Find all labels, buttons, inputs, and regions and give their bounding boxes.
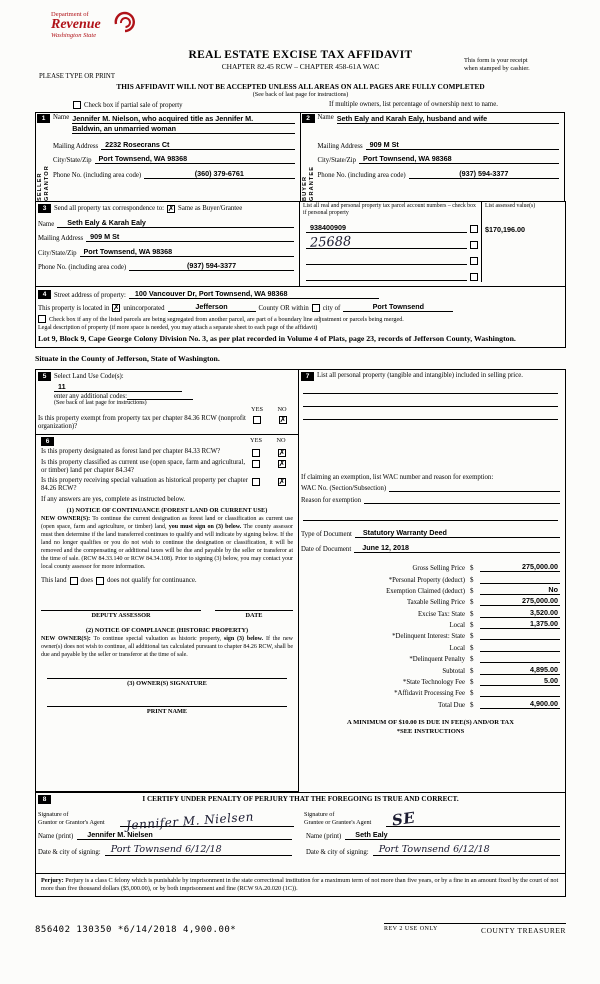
seller-box (35, 112, 301, 202)
parcel-row-3 (300, 250, 565, 266)
forest-no-checkbox[interactable]: ✗ (278, 447, 286, 457)
section-8-badge: 8 (38, 795, 51, 804)
buyer-name-label: Name (317, 114, 334, 121)
notice1-owner-label: NEW OWNER(S): (41, 516, 91, 523)
send-correspondence-label: Send all property tax correspondence to: (54, 205, 165, 212)
nonprofit-exempt-question: Is this property exempt from property tax per chapter 84.36 RCW (nonprofit organization)? (38, 414, 246, 430)
wac-value[interactable] (389, 491, 560, 492)
buyer-grantee-side-label: BUYER GRANTEE (301, 165, 315, 201)
delinquent-interest-local-value[interactable] (480, 651, 560, 652)
exemption-claimed-row (301, 584, 560, 595)
sec6-yes-header: YES (250, 436, 262, 444)
grantee-print-name-field (306, 830, 560, 840)
deputy-assessor-label: DEPUTY ASSESSOR (91, 611, 151, 619)
delinquent-interest-local-row (301, 640, 560, 651)
notice2-sign-below: sign (3) below. (223, 635, 264, 642)
county-or-within-label: County OR within (258, 305, 309, 312)
logo-state-text: Washington State (51, 32, 97, 39)
nonprofit-no-checkbox[interactable]: ✗ (279, 414, 287, 424)
notice-compliance-title: (2) NOTICE OF COMPLIANCE (HISTORIC PROPERTY) (85, 626, 249, 634)
taxable-selling-price-row (301, 595, 560, 606)
corr-phone-label: Phone No. (including area code) (38, 264, 127, 271)
designation-box (35, 434, 299, 792)
tax-correspondence-box (35, 201, 566, 287)
additional-codes-value[interactable] (127, 393, 193, 400)
dollar-sign: $ (470, 586, 474, 595)
grantor-sig-label-1: Signature of (38, 811, 69, 819)
owners-signature-label: (3) OWNER(S) SIGNATURE (127, 680, 207, 688)
located-in-label: This property is located in (38, 305, 110, 312)
buyer-phone-value[interactable]: (937) 594-3377 (409, 169, 559, 179)
perjury-text: Perjury is a class C felony which is punishable by imprisonment in the state correctional institution for a maximum term of not more than five years, or by a fine in an amount fixed by the court of not more than five thousand dollars ($5,000.00), or by both imprisonment and fine (RCW 9A.20.020 (1C)). (41, 876, 559, 892)
dollar-sign: $ (470, 666, 474, 675)
grantor-sig-label-2: Grantor or Grantor's Agent (38, 818, 105, 826)
delinquent-interest-state-value[interactable] (480, 639, 560, 640)
grantor-date-city-value[interactable]: Port Townsend 6/12/18 (105, 844, 292, 856)
land-use-code-value[interactable]: 11 (54, 382, 182, 392)
sec6-no-header: NO (276, 436, 286, 444)
notice1-must-sign: you must sign on (3) below. (168, 524, 242, 531)
grantor-date-city-field (38, 844, 292, 856)
personal-property-deduct-label: *Personal Property (deduct) (388, 576, 465, 584)
buyer-csz-label: City/State/Zip (317, 157, 357, 164)
buyer-mailing-value[interactable]: 909 M St (366, 140, 559, 150)
parcel-4-number[interactable] (306, 272, 467, 281)
land-use-box (35, 369, 299, 435)
see-instructions-note: *SEE INSTRUCTIONS (396, 727, 465, 735)
unincorporated-checkbox[interactable]: ✗ (113, 303, 120, 312)
buyer-csz-value[interactable]: Port Townsend, WA 98368 (359, 154, 559, 164)
notice1-text-b: The county assessor must then determine if the land transferred continues to qualify and will indicate by signing below. If the land no longer qualifies or you do not wish to continue the designation or classification, it will be removed and the compensating or additional taxes will be due and payable by the seller or transferor at the time of sale. (RCW 84.33.140 or RCW 84.34.108). Prior to signing (3) below, you may contact your local county assessor for more information. (41, 524, 293, 570)
city-checkbox[interactable] (312, 304, 320, 312)
personal-property-deduct-value[interactable] (480, 583, 560, 584)
notice-continuance-text (41, 516, 293, 571)
if-yes-note: If any answers are yes, complete as instructed below. (41, 496, 186, 504)
forest-land-question: Is this property designated as forest land per chapter 84.33 RCW? (41, 447, 221, 455)
delinquent-interest-state-label: *Delinquent Interest: State (392, 633, 465, 641)
dor-logo (51, 11, 171, 39)
grantee-name-print-label: Name (print) (306, 832, 342, 840)
seller-name-label: Name (53, 114, 70, 121)
notice2-text-a: To continue special valuation as historic property, (93, 635, 221, 642)
grantor-name-print-label: Name (print) (38, 832, 74, 840)
minimum-due-note: A MINIMUM OF $10.00 IS DUE IN FEE(S) AND/OR TAX (347, 718, 514, 726)
dollar-sign: $ (470, 575, 474, 584)
receipt-note-line2: when stamped by cashier. (464, 65, 530, 72)
parcel-2-personal-checkbox[interactable] (470, 241, 478, 249)
dollar-sign: $ (470, 643, 474, 652)
seller-grantor-side-label: SELLER GRANTOR (37, 165, 50, 201)
excise-local-row (301, 618, 560, 629)
subtotal-label: Subtotal (442, 667, 465, 675)
certification-statement: I CERTIFY UNDER PENALTY OF PERJURY THAT THE FOREGOING IS TRUE AND CORRECT. (142, 795, 459, 804)
gross-selling-price-value[interactable]: 275,000.00 (480, 562, 560, 572)
personal-property-line-2[interactable] (303, 394, 558, 407)
date-of-document-label: Date of Document (301, 545, 352, 553)
legal-description-value: Lot 9, Block 9, Cape George Colony Division No. 3, as per plat recorded in Volume 4 of Plats, page 23, records of Jefferson County, Washington. (38, 334, 516, 343)
forest-yes-checkbox[interactable] (252, 449, 260, 457)
delinquent-penalty-value[interactable] (480, 662, 560, 663)
assessed-value-header: List assessed value(s) (481, 202, 565, 218)
grantor-date-city-label: Date & city of signing: (38, 848, 101, 856)
see-back-note: (See back of last page for instructions) (252, 91, 349, 98)
exemption-prompt: If claiming an exemption, list WAC number and reason for exemption: (301, 473, 494, 481)
corr-name-label: Name (38, 220, 55, 228)
personal-property-line-3[interactable] (303, 407, 558, 420)
personal-property-line-1[interactable] (303, 381, 558, 394)
seller-csz-label: City/State/Zip (53, 157, 92, 164)
grantor-name-print-value[interactable]: Jennifer M. Nielsen (77, 830, 292, 840)
buyer-name-line1[interactable]: Seth Ealy and Karah Ealy, husband and wife (337, 114, 559, 124)
does-checkbox[interactable] (70, 577, 78, 585)
form-chapter: CHAPTER 82.45 RCW – CHAPTER 458-61A WAC (221, 62, 380, 71)
buyer-mailing-label: Mailing Address (317, 142, 363, 150)
buyer-box (300, 112, 566, 202)
dollar-sign: $ (470, 609, 474, 618)
grantee-signature-field (304, 807, 560, 830)
parcel-2-number[interactable]: 25688 (306, 238, 467, 249)
excise-state-value[interactable]: 3,520.00 (480, 608, 560, 618)
total-due-value[interactable]: 4,900.00 (480, 699, 560, 709)
delinquent-penalty-label: *Delinquent Penalty (409, 656, 465, 664)
historic-yes-checkbox[interactable] (252, 478, 260, 486)
parcel-row-2 (300, 234, 565, 250)
section-2-badge: 2 (302, 114, 315, 123)
logo-revenue-text: Revenue (51, 17, 101, 32)
current-use-question: Is this property classified as current use (open space, farm and agricultural, or timber) land per chapter 84.34? (41, 458, 246, 474)
parcel-1-number[interactable]: 938400909 (306, 223, 467, 233)
affidavit-processing-fee-value[interactable] (480, 696, 560, 697)
street-address-value[interactable]: 100 Vancouver Dr, Port Townsend, WA 98368 (129, 289, 379, 299)
seller-csz-value[interactable]: Port Townsend, WA 98368 (95, 154, 295, 164)
multiple-owners-note: If multiple owners, list percentage of ownership next to name. (329, 101, 498, 108)
deputy-date-field (215, 601, 293, 619)
acceptance-warning: THIS AFFIDAVIT WILL NOT BE ACCEPTED UNLESS ALL AREAS ON ALL PAGES ARE FULLY COMPLETED (116, 82, 485, 91)
does-label: does (80, 577, 93, 585)
perjury-label: Perjury: (41, 876, 64, 884)
certification-box (35, 792, 566, 874)
delinquent-penalty-row (301, 652, 560, 663)
total-due-row (301, 697, 560, 708)
treasurer-area (384, 923, 566, 935)
top-row (35, 101, 566, 112)
reason-label: Reason for exemption (301, 496, 362, 504)
seller-mailing-value[interactable]: 2232 Rosecrans Ct (101, 140, 294, 150)
type-of-document-value[interactable]: Statutory Warranty Deed (355, 528, 560, 538)
subtotal-row (301, 663, 560, 674)
dor-swoosh-icon (113, 9, 137, 33)
section-7-badge: 7 (301, 372, 314, 381)
receipt-note-line1: This form is your receipt (464, 57, 528, 64)
parcel-3-personal-checkbox[interactable] (470, 257, 478, 265)
form-header (35, 5, 566, 101)
grantee-sig-label-1: Signature of (304, 811, 335, 819)
unincorporated-label: unincorporated (123, 305, 165, 312)
dollar-sign: $ (470, 621, 474, 630)
gross-selling-price-row (301, 561, 560, 572)
city-of-label: city of (322, 305, 341, 312)
does-not-checkbox[interactable] (96, 577, 104, 585)
dollar-sign: $ (470, 689, 474, 698)
middle-columns (35, 369, 566, 793)
notice2-owner-label: NEW OWNER(S): (41, 635, 91, 642)
situate-line: Situate in the County of Jefferson, State of Washington. (35, 353, 220, 363)
section-1-badge: 1 (37, 114, 50, 123)
print-name-label: PRINT NAME (146, 708, 188, 716)
type-of-document-label: Type of Document (301, 530, 352, 538)
section-5-badge: 5 (38, 372, 51, 381)
deputy-assessor-signature-line[interactable] (41, 601, 201, 611)
excise-state-label: Excise Tax: State (418, 610, 465, 618)
exemption-claimed-value[interactable]: No (480, 585, 560, 595)
use-only-label: REV 2 USE ONLY (384, 925, 438, 932)
seller-phone-value[interactable]: (360) 379-6761 (144, 169, 294, 179)
seller-phone-label: Phone No. (including area code) (53, 171, 142, 179)
partial-sale-checkbox[interactable] (73, 101, 81, 109)
county-treasurer-label: COUNTY TREASURER (481, 925, 566, 935)
dollar-sign: $ (470, 564, 474, 573)
personal-property-prompt: List all personal property (tangible and intangible) included in selling price. (317, 371, 523, 379)
gross-selling-price-label: Gross Selling Price (412, 565, 465, 573)
state-technology-fee-row (301, 675, 560, 686)
excise-local-label: Local (449, 622, 465, 630)
dollar-sign: $ (470, 655, 474, 664)
notice2-text-b: If the new owner(s) does not wish to continue, all additional tax calculated pursuant to chapter 84.26 RCW, shall be due and payable by the seller or transferor at the time of sale. (41, 635, 293, 658)
wac-label: WAC No. (Section/Subsection) (301, 485, 387, 493)
buyer-phone-label: Phone No. (including area code) (317, 171, 406, 179)
corr-csz-value[interactable]: Port Townsend, WA 98368 (80, 247, 294, 257)
parcel-numbers-header: List all real and personal property tax parcel account numbers – check box if personal property (303, 203, 476, 216)
grantee-date-city-field (306, 844, 560, 856)
reason-extra-line[interactable] (303, 508, 558, 521)
taxable-selling-price-value[interactable]: 275,000.00 (480, 596, 560, 606)
dollar-sign: $ (470, 678, 474, 687)
logo-dept-text: Department of (51, 11, 89, 18)
subtotal-value[interactable]: 4,895.00 (480, 665, 560, 675)
current-use-yes-checkbox[interactable] (252, 460, 260, 468)
grantee-date-city-value[interactable]: Port Townsend 6/12/18 (373, 844, 560, 856)
dollar-sign: $ (470, 632, 474, 641)
corr-mailing-label: Mailing Address (38, 235, 84, 242)
same-as-buyer-checkbox[interactable]: ✗ (167, 203, 175, 213)
buyer-name-line2 (337, 124, 559, 134)
notice1-text-a: To continue the current designation as forest land or classification as current use (open space, farm and agriculture, or timber) land, (41, 516, 293, 531)
excise-local-value[interactable]: 1,375.00 (480, 619, 560, 629)
state-technology-fee-label: *State Technology Fee (402, 679, 465, 687)
deputy-date-line[interactable] (215, 601, 293, 611)
dollar-sign: $ (470, 598, 474, 607)
selling-price-box (298, 369, 566, 793)
delinquent-interest-state-row (301, 629, 560, 640)
money-table (301, 561, 560, 709)
current-use-no-checkbox[interactable]: ✗ (278, 458, 286, 468)
state-technology-fee-value[interactable]: 5.00 (480, 676, 560, 686)
assessed-value-1[interactable]: $170,196.00 (485, 224, 525, 234)
parcel-row-1 (300, 218, 565, 234)
county-value[interactable]: Jefferson (168, 302, 256, 312)
section-6-badge: 6 (41, 437, 54, 446)
segregated-checkbox[interactable] (38, 315, 46, 323)
street-address-label: Street address of property: (54, 292, 126, 299)
cashier-stamp: 856402 130350 *6/14/2018 4,900.00* (35, 924, 237, 935)
sec5-see-back-note: (See back of last page for instructions) (54, 399, 147, 406)
does-not-label: does not qualify for continuance. (106, 577, 197, 585)
print-name-line[interactable] (47, 696, 287, 707)
seller-mailing-label: Mailing Address (53, 142, 99, 150)
deputy-assessor-field (41, 601, 201, 619)
grantor-signature-handwriting: Jennifer M. Nielsen (125, 809, 255, 833)
grantee-signature-line[interactable] (386, 807, 560, 830)
personal-property-deduct-row (301, 572, 560, 583)
grantee-name-print-value[interactable]: Seth Ealy (345, 830, 560, 840)
parties-row (35, 112, 566, 202)
nonprofit-yes-checkbox[interactable] (253, 416, 261, 424)
parcel-row-4 (300, 266, 565, 282)
historic-question: Is this property receiving special valuation as historical property per chapter 84.26 RCW? (41, 477, 248, 493)
corr-mailing-value[interactable]: 909 M St (86, 232, 294, 242)
sec5-no-header: NO (277, 405, 287, 413)
parcel-4-personal-checkbox[interactable] (470, 273, 478, 281)
legal-description-label: Legal description of property (if more space is needed, you may attach a separate sheet to each page of the affidavit) (38, 325, 318, 331)
grantee-signature-handwriting: SE (390, 808, 417, 830)
page-footer (35, 923, 566, 935)
property-location-box (35, 286, 566, 348)
parcel-1-personal-checkbox[interactable] (470, 225, 478, 233)
dollar-sign: $ (470, 700, 474, 709)
perjury-notice (35, 873, 566, 897)
notice-continuance-title: (1) NOTICE OF CONTINUANCE (FOREST LAND OR CURRENT USE) (66, 507, 268, 515)
same-as-buyer-label: Same as Buyer/Grantee (178, 205, 243, 212)
reason-value[interactable] (364, 503, 560, 504)
delinquent-interest-local-label: Local (449, 644, 465, 652)
please-type-label: PLEASE TYPE OR PRINT (39, 73, 115, 80)
section-4-badge: 4 (38, 290, 51, 299)
historic-no-checkbox[interactable]: ✗ (278, 477, 286, 487)
affidavit-processing-fee-label: *Affidavit Processing Fee (394, 690, 465, 698)
city-value[interactable]: Port Townsend (343, 302, 453, 312)
form-title: REAL ESTATE EXCISE TAX AFFIDAVIT (188, 49, 413, 61)
grantor-signature-line[interactable] (120, 807, 294, 833)
date-of-document-value[interactable]: June 12, 2018 (354, 543, 560, 553)
seller-name-line2[interactable]: Baldwin, an unmarried woman (72, 124, 294, 134)
grantee-sig-label-2: Grantee or Grantee's Agent (304, 818, 372, 826)
affidavit-processing-fee-row (301, 686, 560, 697)
corr-name-value[interactable]: Seth Ealy & Karah Ealy (57, 218, 294, 228)
notice-compliance-text (41, 636, 293, 660)
corr-phone-value[interactable]: (937) 594-3377 (129, 261, 294, 271)
grantor-signature-field (38, 807, 294, 833)
deputy-date-label: DATE (245, 611, 263, 619)
land-use-label: Select Land Use Code(s): (54, 372, 124, 380)
taxable-selling-price-label: Taxable Selling Price (406, 599, 465, 607)
total-due-label: Total Due (438, 701, 465, 709)
sec5-yes-header: YES (251, 405, 263, 413)
parcel-3-number[interactable] (306, 256, 467, 265)
owners-signature-line[interactable] (47, 668, 287, 679)
section-3-badge: 3 (38, 204, 51, 213)
additional-codes-label: enter any additional codes: (54, 392, 128, 400)
grantee-date-city-label: Date & city of signing: (306, 848, 369, 856)
exemption-claimed-label: Exemption Claimed (deduct) (386, 587, 465, 595)
seller-name-line1[interactable]: Jennifer M. Nielson, who acquired title as Jennifer M. (72, 114, 294, 124)
segregated-label: Check box if any of the listed parcels are being segregated from another parcel, are part of a boundary line adjustment or parcels being merged. (49, 316, 404, 323)
excise-state-row (301, 606, 560, 617)
receipt-note (464, 57, 566, 73)
partial-sale-label: Check box if partial sale of property (84, 101, 183, 109)
grantor-print-name-field (38, 830, 292, 840)
corr-csz-label: City/State/Zip (38, 249, 77, 257)
this-land-label: This land (41, 577, 67, 585)
